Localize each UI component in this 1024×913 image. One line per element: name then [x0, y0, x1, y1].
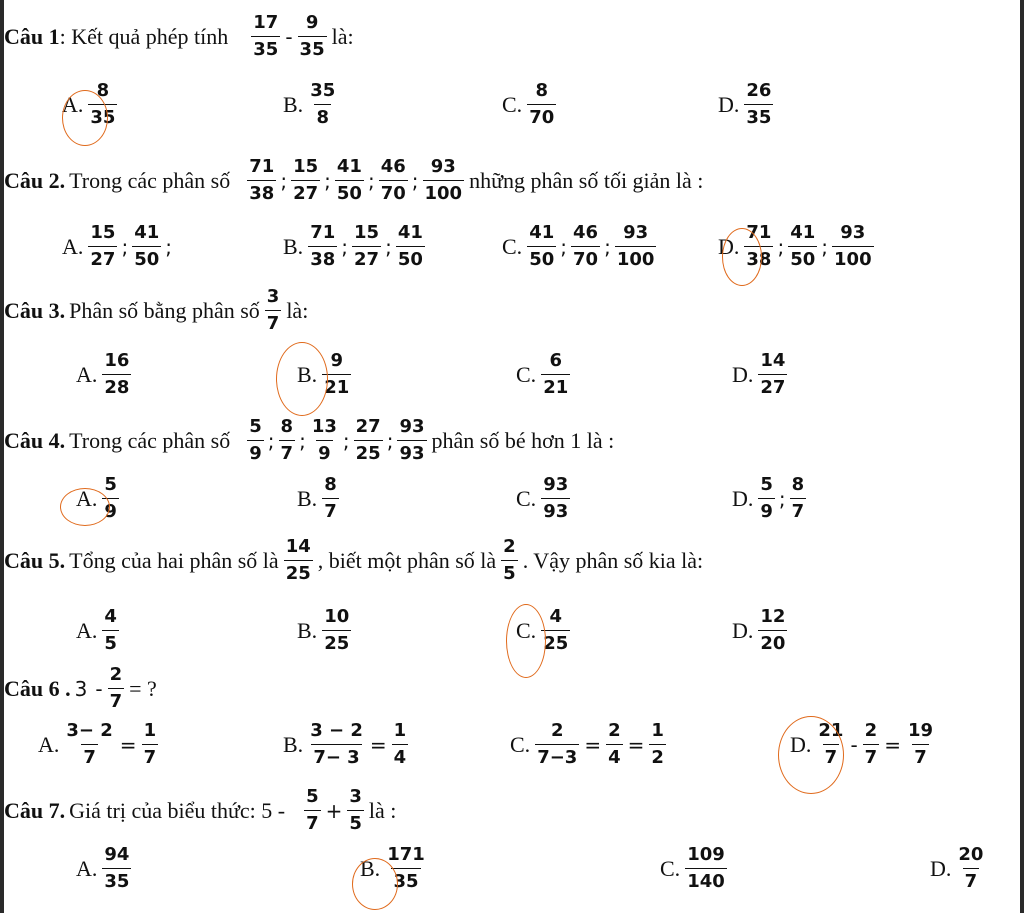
separator: ;: [778, 486, 786, 511]
option-letter: C.: [660, 855, 681, 881]
denominator: 28: [102, 374, 131, 397]
numerator: 41: [134, 222, 160, 243]
option-q2-0: [62, 224, 175, 269]
option-q2-2: [502, 224, 657, 269]
fraction: [397, 418, 426, 463]
numerator: 8: [324, 474, 337, 495]
numerator: 3: [266, 286, 280, 307]
option-fraction: [863, 722, 880, 767]
fraction: [304, 788, 321, 833]
denominator: 7: [322, 498, 339, 521]
option-fraction: [606, 722, 623, 767]
option-fraction: [308, 722, 365, 767]
question-text: Phân số bằng phân số: [69, 297, 260, 323]
denominator: 7: [912, 744, 929, 767]
denominator: 5: [347, 810, 364, 833]
denominator: 9: [758, 498, 775, 521]
operator: -: [285, 24, 293, 49]
denominator: 35: [251, 36, 280, 59]
numerator: 17: [253, 12, 279, 33]
operator: =: [884, 732, 901, 757]
numerator: 21: [818, 720, 844, 741]
denominator: 27: [291, 180, 320, 203]
question-text: . Vậy phân số kia là:: [522, 547, 704, 573]
separator: ;: [280, 168, 288, 193]
fraction: [335, 158, 364, 203]
option-fraction: [788, 224, 817, 269]
separator: ;: [560, 234, 567, 259]
numerator: 5: [104, 474, 117, 495]
expression: 3: [74, 676, 88, 701]
option-letter: A.: [38, 731, 60, 757]
fraction: [251, 14, 280, 59]
numerator: 1: [651, 720, 664, 741]
denominator: 5: [102, 630, 119, 653]
fraction: [310, 418, 339, 463]
numerator: 2: [864, 720, 878, 741]
numerator: 3− 2: [66, 720, 113, 741]
fraction: [347, 788, 364, 833]
operator: +: [325, 798, 343, 823]
option-q7-0: [76, 846, 132, 891]
question-label: Câu 2.: [4, 167, 66, 193]
option-q7-3: [930, 846, 986, 891]
numerator: 8: [535, 80, 548, 101]
numerator: 94: [104, 844, 130, 865]
option-letter: A.: [76, 617, 98, 643]
numerator: 2: [550, 720, 564, 741]
separator: ;: [165, 234, 173, 259]
option-q3-3: [732, 352, 788, 397]
option-q6-2: [510, 722, 667, 767]
denominator: 38: [308, 246, 337, 269]
numerator: 71: [746, 222, 772, 243]
numerator: 41: [790, 222, 816, 243]
option-fraction: [541, 352, 570, 397]
option-q1-3: [718, 82, 774, 127]
option-letter: D.: [718, 233, 740, 259]
answer-circle-q2: [722, 228, 762, 286]
denominator: 35: [744, 104, 773, 127]
denominator: 7: [963, 868, 980, 891]
option-fraction: [535, 722, 579, 767]
question-6: [4, 666, 161, 711]
question-text: Trong các phân số: [69, 167, 231, 193]
option-letter: B.: [283, 731, 304, 757]
separator: ;: [299, 428, 306, 453]
option-letter: A.: [62, 91, 84, 117]
option-letter: B.: [297, 361, 318, 387]
operator: -: [95, 676, 103, 701]
option-letter: B.: [360, 855, 381, 881]
separator: ;: [341, 234, 348, 259]
option-fraction: [758, 476, 775, 521]
fraction: [379, 158, 408, 203]
question-text: những phân số tối giản là :: [469, 167, 704, 193]
option-q5-3: [732, 608, 788, 653]
denominator: 25: [354, 440, 383, 463]
denominator: 9: [102, 498, 119, 521]
numerator: 35: [310, 80, 336, 101]
denominator: 27: [88, 246, 117, 269]
denominator: 21: [322, 374, 351, 397]
question-text: phân số bé hơn 1 là :: [431, 427, 615, 453]
option-fraction: [308, 82, 337, 127]
question-text: Trong các phân số: [69, 427, 231, 453]
option-fraction: [758, 608, 787, 653]
numerator: 8: [791, 474, 805, 495]
separator: ;: [342, 428, 350, 453]
numerator: 8: [280, 416, 294, 437]
question-label: Câu 5.: [4, 547, 66, 573]
option-fraction: [527, 82, 556, 127]
option-letter: D.: [732, 485, 754, 511]
denominator: 7−3: [535, 744, 579, 767]
numerator: 27: [355, 416, 381, 437]
numerator: 93: [399, 416, 425, 437]
question-label: Câu 3.: [4, 297, 66, 323]
option-q7-2: [660, 846, 728, 891]
fraction: [247, 158, 276, 203]
option-letter: B.: [283, 91, 304, 117]
denominator: 25: [541, 630, 570, 653]
numerator: 93: [840, 222, 866, 243]
separator: ;: [411, 168, 419, 193]
denominator: 4: [606, 744, 623, 767]
fraction: [108, 666, 125, 711]
question-text: Giá trị của biểu thức: 5 -: [69, 797, 286, 823]
option-letter: B.: [297, 617, 318, 643]
denominator: 9: [247, 440, 264, 463]
question-label: Câu 4.: [4, 427, 66, 453]
operator: =: [119, 732, 137, 757]
numerator: 19: [907, 720, 934, 741]
option-fraction: [541, 476, 570, 521]
option-q4-1: [297, 476, 340, 521]
option-fraction: [649, 722, 666, 767]
numerator: 3 − 2: [310, 720, 363, 741]
denominator: 5: [501, 560, 518, 583]
numerator: 16: [104, 350, 130, 371]
numerator: 1: [393, 720, 407, 741]
option-q4-3: [732, 476, 807, 521]
option-q6-0: [38, 722, 159, 767]
denominator: 50: [335, 180, 364, 203]
option-letter: A.: [76, 361, 98, 387]
numerator: 12: [760, 606, 786, 627]
denominator: 35: [88, 104, 117, 127]
question-text: là:: [286, 297, 309, 323]
numerator: 41: [397, 222, 423, 243]
option-fraction: [906, 722, 935, 767]
denominator: 38: [744, 246, 773, 269]
denominator: 93: [541, 498, 570, 521]
denominator: 50: [396, 246, 425, 269]
denominator: 100: [423, 180, 465, 203]
separator: ;: [777, 234, 785, 259]
option-fraction: [64, 722, 114, 767]
option-fraction: [758, 352, 787, 397]
denominator: 140: [685, 868, 727, 891]
denominator: 100: [615, 246, 657, 269]
option-letter: B.: [283, 233, 304, 259]
numerator: 46: [380, 156, 406, 177]
numerator: 93: [623, 222, 649, 243]
numerator: 15: [354, 222, 380, 243]
denominator: 50: [788, 246, 817, 269]
question-text: , biết một phân số là: [317, 547, 497, 573]
separator: ;: [385, 234, 392, 259]
numerator: 71: [249, 156, 275, 177]
option-fraction: [685, 846, 727, 891]
question-label: Câu 1: [4, 23, 60, 49]
numerator: 13: [311, 416, 337, 437]
denominator: 7: [108, 688, 125, 711]
option-letter: C.: [516, 617, 537, 643]
numerator: 9: [305, 12, 319, 33]
denominator: 7: [823, 744, 840, 767]
question-label: Câu 6 .: [4, 675, 71, 701]
option-letter: A.: [62, 233, 84, 259]
numerator: 10: [324, 606, 350, 627]
denominator: 50: [132, 246, 161, 269]
option-fraction: [956, 846, 985, 891]
option-fraction: [744, 82, 773, 127]
option-letter: C.: [502, 233, 523, 259]
denominator: 93: [397, 440, 426, 463]
option-fraction: [322, 476, 339, 521]
denominator: 9: [316, 440, 333, 463]
fraction: [354, 418, 383, 463]
denominator: 35: [391, 868, 420, 891]
question-text: là :: [368, 797, 397, 823]
option-fraction: [308, 224, 337, 269]
numerator: 4: [104, 606, 117, 627]
denominator: 7: [81, 744, 98, 767]
denominator: 27: [352, 246, 381, 269]
denominator: 7: [863, 744, 880, 767]
question-text: = ?: [129, 675, 157, 701]
option-fraction: [322, 608, 351, 653]
option-letter: A.: [76, 855, 98, 881]
numerator: 14: [760, 350, 786, 371]
numerator: 15: [90, 222, 116, 243]
option-letter: D.: [930, 855, 952, 881]
separator: ;: [386, 428, 394, 453]
question-label: Câu 7.: [4, 797, 66, 823]
denominator: 35: [298, 36, 327, 59]
numerator: 93: [430, 156, 456, 177]
numerator: 15: [293, 156, 319, 177]
option-q2-1: [283, 224, 426, 269]
option-q5-1: [297, 608, 352, 653]
question-text: là:: [331, 23, 354, 49]
option-fraction: [527, 224, 556, 269]
option-fraction: [396, 224, 425, 269]
operator: =: [627, 732, 645, 757]
option-letter: C.: [502, 91, 523, 117]
option-fraction: [571, 224, 600, 269]
option-letter: D.: [718, 91, 740, 117]
numerator: 26: [746, 80, 772, 101]
numerator: 2: [109, 664, 123, 685]
right-border: [1020, 0, 1024, 913]
denominator: 27: [758, 374, 787, 397]
denominator: 4: [392, 744, 409, 767]
separator: ;: [267, 428, 275, 453]
answer-circle-q6: [778, 716, 844, 794]
denominator: 2: [649, 744, 666, 767]
denominator: 21: [541, 374, 570, 397]
numerator: 5: [306, 786, 319, 807]
denominator: 100: [832, 246, 874, 269]
denominator: 35: [102, 868, 131, 891]
option-q6-1: [283, 722, 409, 767]
option-letter: D.: [732, 617, 754, 643]
question-3: [4, 288, 312, 333]
answer-circle-q5: [506, 604, 546, 678]
denominator: 70: [571, 246, 600, 269]
question-2: [4, 158, 707, 203]
numerator: 20: [958, 844, 984, 865]
option-q1-1: [283, 82, 338, 127]
option-letter: D.: [732, 361, 754, 387]
numerator: 9: [330, 350, 343, 371]
denominator: 7: [304, 810, 321, 833]
option-fraction: [352, 224, 381, 269]
option-letter: C.: [510, 731, 531, 757]
numerator: 41: [529, 222, 555, 243]
numerator: 4: [549, 606, 562, 627]
denominator: 7: [265, 310, 282, 333]
option-q1-2: [502, 82, 557, 127]
numerator: 8: [96, 80, 110, 101]
question-7: [4, 788, 400, 833]
denominator: 70: [379, 180, 408, 203]
fraction: [298, 14, 327, 59]
option-fraction: [790, 476, 807, 521]
option-letter: D.: [790, 731, 812, 757]
fraction: [284, 538, 313, 583]
denominator: 7: [142, 744, 159, 767]
answer-circle-q3: [276, 342, 328, 416]
numerator: 2: [608, 720, 621, 741]
answer-circle-q1: [62, 90, 108, 146]
answer-circle-q4: [60, 485, 110, 526]
numerator: 2: [503, 536, 516, 557]
numerator: 41: [336, 156, 362, 177]
option-fraction: [392, 722, 409, 767]
fraction: [279, 418, 296, 463]
option-fraction: [832, 224, 874, 269]
option-fraction: [132, 224, 161, 269]
option-fraction: [102, 352, 131, 397]
option-q5-0: [76, 608, 120, 653]
question-1: [4, 14, 358, 59]
denominator: 7: [279, 440, 296, 463]
numerator: 3: [349, 786, 362, 807]
denominator: 7: [790, 498, 807, 521]
option-q3-0: [76, 352, 132, 397]
option-letter: A.: [76, 485, 98, 511]
operator: =: [369, 732, 387, 757]
denominator: 8: [314, 104, 331, 127]
question-5: [4, 538, 707, 583]
separator: ;: [367, 168, 375, 193]
numerator: 14: [285, 536, 311, 557]
option-fraction: [615, 224, 657, 269]
separator: ;: [604, 234, 611, 259]
question-4: [4, 418, 618, 463]
option-fraction: [102, 846, 131, 891]
question-text: : Kết quả phép tính: [59, 23, 229, 49]
question-text: Tổng của hai phân số là: [69, 547, 279, 573]
option-letter: C.: [516, 361, 537, 387]
denominator: 50: [527, 246, 556, 269]
option-letter: B.: [297, 485, 318, 511]
answer-circle-q7: [352, 855, 398, 910]
numerator: 1: [143, 720, 157, 741]
option-fraction: [142, 722, 159, 767]
operator: -: [850, 732, 858, 757]
option-q4-2: [516, 476, 571, 521]
numerator: 5: [760, 474, 773, 495]
fraction: [265, 288, 282, 333]
option-q3-2: [516, 352, 571, 397]
denominator: 70: [527, 104, 556, 127]
separator: ;: [821, 234, 829, 259]
separator: ;: [121, 234, 129, 259]
fraction: [423, 158, 465, 203]
numerator: 171: [387, 844, 425, 865]
denominator: 38: [247, 180, 276, 203]
operator: =: [584, 732, 602, 757]
numerator: 46: [573, 222, 599, 243]
fraction: [247, 418, 264, 463]
numerator: 71: [310, 222, 336, 243]
numerator: 6: [549, 350, 562, 371]
denominator: 25: [284, 560, 313, 583]
option-fraction: [88, 224, 117, 269]
separator: ;: [324, 168, 331, 193]
fraction: [291, 158, 320, 203]
option-letter: C.: [516, 485, 537, 511]
numerator: 109: [687, 844, 725, 865]
numerator: 93: [543, 474, 569, 495]
numerator: 5: [249, 416, 262, 437]
denominator: 25: [322, 630, 351, 653]
denominator: 7− 3: [311, 744, 361, 767]
denominator: 20: [758, 630, 787, 653]
fraction: [501, 538, 518, 583]
option-fraction: [102, 608, 119, 653]
